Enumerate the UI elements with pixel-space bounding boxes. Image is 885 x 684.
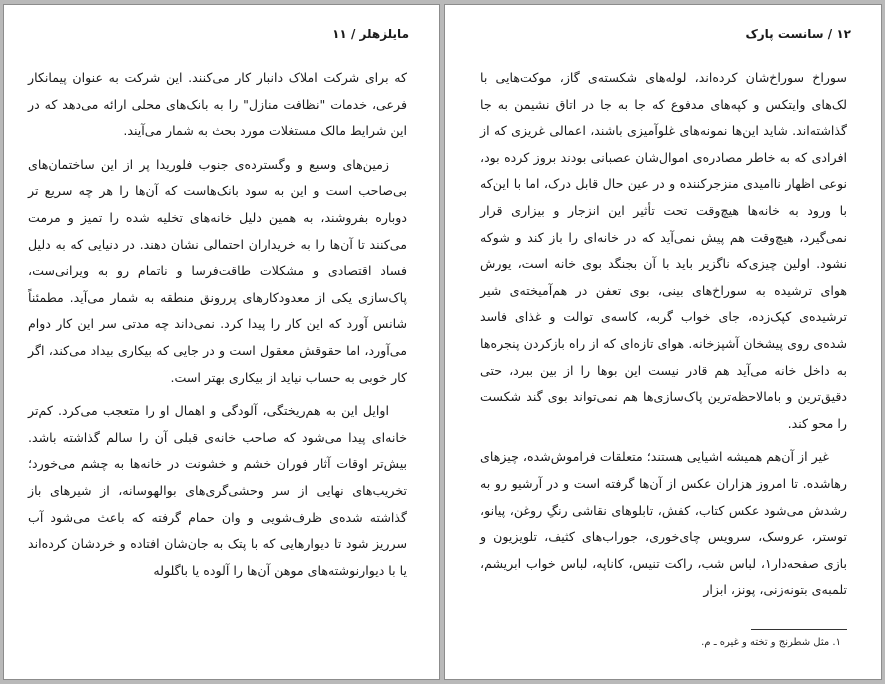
paragraph: زمین‌های وسیع و وگسترده‌ی جنوب فلوریدا پر از این ساختمان‌های بی‌صاحب است و این به سود بانک‌هاست که آن‌ها را هر چه سریع تر دوباره بفروشند، به همین دلیل خانه‌های تخلیه شده را تمیز و مرمت می‌کنند تا آن‌ها را به خریداران احتمالی نشان دهند. در دنیایی که به دلیل فساد اقتصادی و مشکلات طاقت‌فرسا و ناتمام رو به ویرانی‌ست، پاک‌سازی یکی از معدودکارهای پررونق منطقه به شمار می‌آید. مطمئناً شانس آورد که این کار را پیدا کرد. نمی‌داند چه مدتی سر این کار دوام می‌آورد، اما حقوقش معقول است و در جایی که بیکاری بیداد می‌کند، اگر کار خوبی به حساب نیاید از بیکاری بهتر است.: [28, 156, 407, 385]
right-page: [444, 4, 882, 680]
left-page-body: [28, 65, 407, 584]
paragraph: سوراخ سوراخ‌شان کرده‌اند، لوله‌های شکسته‌ی گاز، موکت‌هایی با لک‌های وایتکس و کپه‌های مدفوع که جا به جا در اتاق نشیمن به جا گذاشته‌اند. شاید این‌ها نمونه‌های غلوآمیزی باشند، اعمالی غریزی که از افرادی که به خاطر مصادره‌ی اموال‌شان عصبانی بودند بروز کرده بود، نوعی اظهار ناامیدی منزجرکننده و در عین حال قابل درک، اما با این‌که با ورود به خانه‌ها هیچ‌وقت تحت تأثیر این انزجار و بیزاری قرار نمی‌گیرد، هیچ‌وقت هم پیش نمی‌آید که در خانه‌ای را باز کند و شوکه نشود. اولین چیزی‌که ناگزیر باید با آن بجنگد بوی خانه است، یورش هوای ترشیده به سوراخ‌های بینی، بوی تعفن در هم‌آمیخته‌ی شیر ترشیده‌ی کپک‌زده، جای خواب گربه، کاسه‌ی توالت و غذای فاسد شده‌ی روی پیشخان آشپزخانه. هوای تازه‌ای که از راه بازکردن پنجره‌ها به داخل خانه می‌آید هم قادر نیست این بوها را از بین ببرد، حتی دقیق‌ترین و بامالاحظه‌ترین پاک‌سازی‌ها هم نمی‌تواند بوی گند شکست را محو کند.: [480, 70, 847, 431]
running-header-right: ۱۲ / سانست پارک: [745, 27, 851, 41]
footnote-divider: [751, 629, 847, 630]
running-header-left: مایلزهلر / ۱۱: [332, 27, 409, 41]
right-page-body: [480, 65, 847, 604]
left-page: [3, 4, 440, 680]
paragraph: غیر از آن‌هم همیشه اشیایی هستند؛ متعلقات فراموش‌شده، چیزهای رهاشده. تا امروز هزاران عکس از آن‌ها گرفته است و در آرشیو رو به رشدش می‌شود عکس کتاب، کفش، تابلوهای نقاشی رنگِ روغن، پیانو، توستر، عروسک، سرویس چای‌خوری، جوراب‌های کثیف، تلویزیون و بازی صفحه‌دار۱، لباس شب، راکت تنیس، کاناپه، لباس خواب ابریشم، تلمبه‌ی بتونه‌زنی، پونز، ابزار: [480, 449, 847, 598]
paragraph: که برای شرکت املاک دانبار کار می‌کنند. این شرکت به عنوان پیمانکار فرعی، خدمات "نظافت منازل" را به بانک‌های محلی ارائه می‌دهد که در این شرایط مالک مستغلات مورد بحث به شمار می‌آیند.: [28, 70, 407, 139]
paragraph: اوایل این به هم‌ریختگی، آلودگی و اهمال او را متعجب می‌کرد. کم‌تر خانه‌ای پیدا می‌شود که صاحب خانه‌ی قبلی آن را سالم گذاشته باشد. بیش‌تر اوقات آثار فوران خشم و خشونت در خانه‌ها به چشم می‌خورد؛ تخریب‌های نهایی از سر وحشی‌گری‌های بوالهوسانه، از شیرهای باز گذاشته شده‌ی ظرف‌شویی و وان حمام گرفته که باعث می‌شود آب سرریز شود تا دیوارهایی که با پتک به جان‌شان افتاده و خردشان کرده‌اند یا با دیوارنوشته‌های موهن آن‌ها را آلوده یا باگلوله: [28, 403, 407, 578]
footnote: ۱. مثل شطرنج و تخته و غیره ـ م.: [701, 637, 841, 648]
